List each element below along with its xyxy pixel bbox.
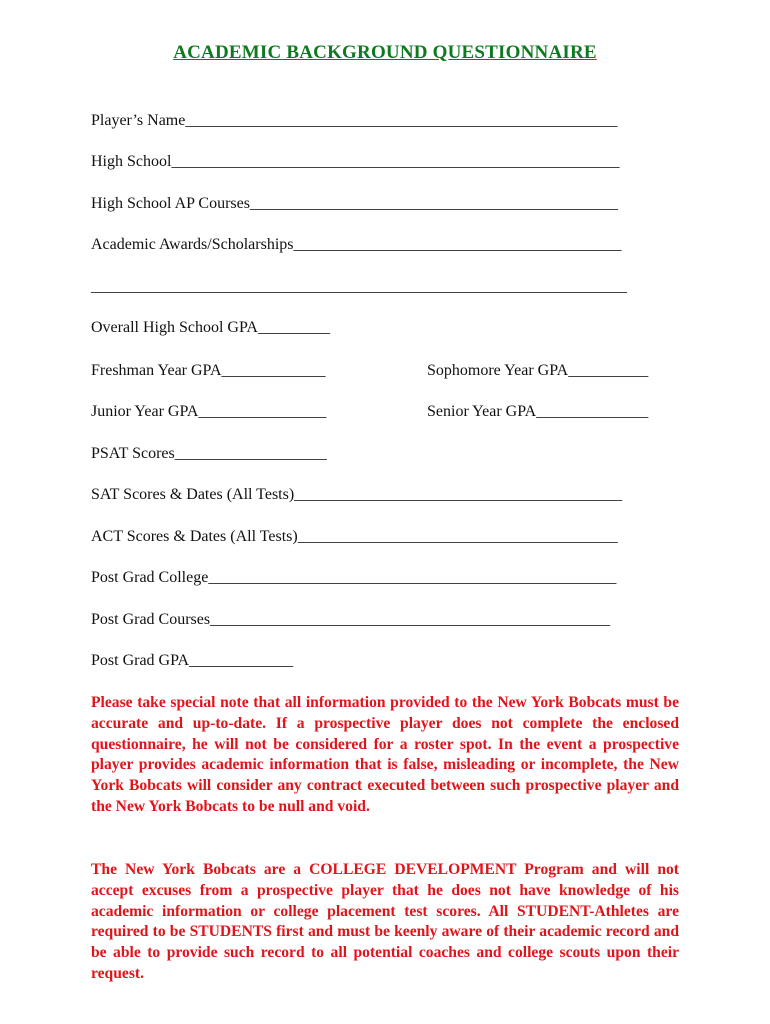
post-grad-gpa-field[interactable]: Post Grad GPA_____________ [91, 652, 294, 669]
awards-continuation-field[interactable]: ___________________________________________________________________ [91, 278, 627, 295]
senior-gpa-field[interactable]: Senior Year GPA______________ [427, 403, 649, 420]
ap-courses-field[interactable]: High School AP Courses______________________________________________ [91, 195, 618, 212]
notice-college-development: The New York Bobcats are a COLLEGE DEVELOPMENT Program and will not accept excuses from a prospective player that he does not have knowledge of his academic information or college placement test scores. All STUDENT-Athletes are required to be STUDENTS first and must be keenly aware of their academic record and be able to provide such record to all potential coaches and college scouts upon their request. [91, 861, 679, 982]
overall-gpa-field[interactable]: Overall High School GPA_________ [91, 319, 330, 336]
psat-field[interactable]: PSAT Scores___________________ [91, 445, 327, 462]
awards-field[interactable]: Academic Awards/Scholarships_________________________________________ [91, 236, 622, 253]
high-school-field[interactable]: High School________________________________________________________ [91, 153, 620, 170]
sophomore-gpa-field[interactable]: Sophomore Year GPA__________ [427, 362, 649, 379]
freshman-gpa-field[interactable]: Freshman Year GPA_____________ [91, 362, 326, 379]
notice-accuracy: Please take special note that all information provided to the New York Bobcats must be accurate and up-to-date. If a prospective player does not complete the enclosed questionnaire, he will not be considered for a roster spot. In the event a prospective player provides academic information that is false, misleading or incomplete, the New York Bobcats will consider any contract executed between such prospective player and the New York Bobcats to be null and void. [91, 694, 679, 815]
page-title: ACADEMIC BACKGROUND QUESTIONNAIRE [173, 42, 597, 63]
junior-gpa-field[interactable]: Junior Year GPA________________ [91, 403, 327, 420]
post-grad-college-field[interactable]: Post Grad College___________________________________________________ [91, 569, 617, 586]
players-name-field[interactable]: Player’s Name______________________________________________________ [91, 112, 618, 129]
post-grad-courses-field[interactable]: Post Grad Courses__________________________________________________ [91, 611, 611, 628]
sat-field[interactable]: SAT Scores & Dates (All Tests)_________________________________________ [91, 486, 623, 503]
act-field[interactable]: ACT Scores & Dates (All Tests)________________________________________ [91, 528, 618, 545]
